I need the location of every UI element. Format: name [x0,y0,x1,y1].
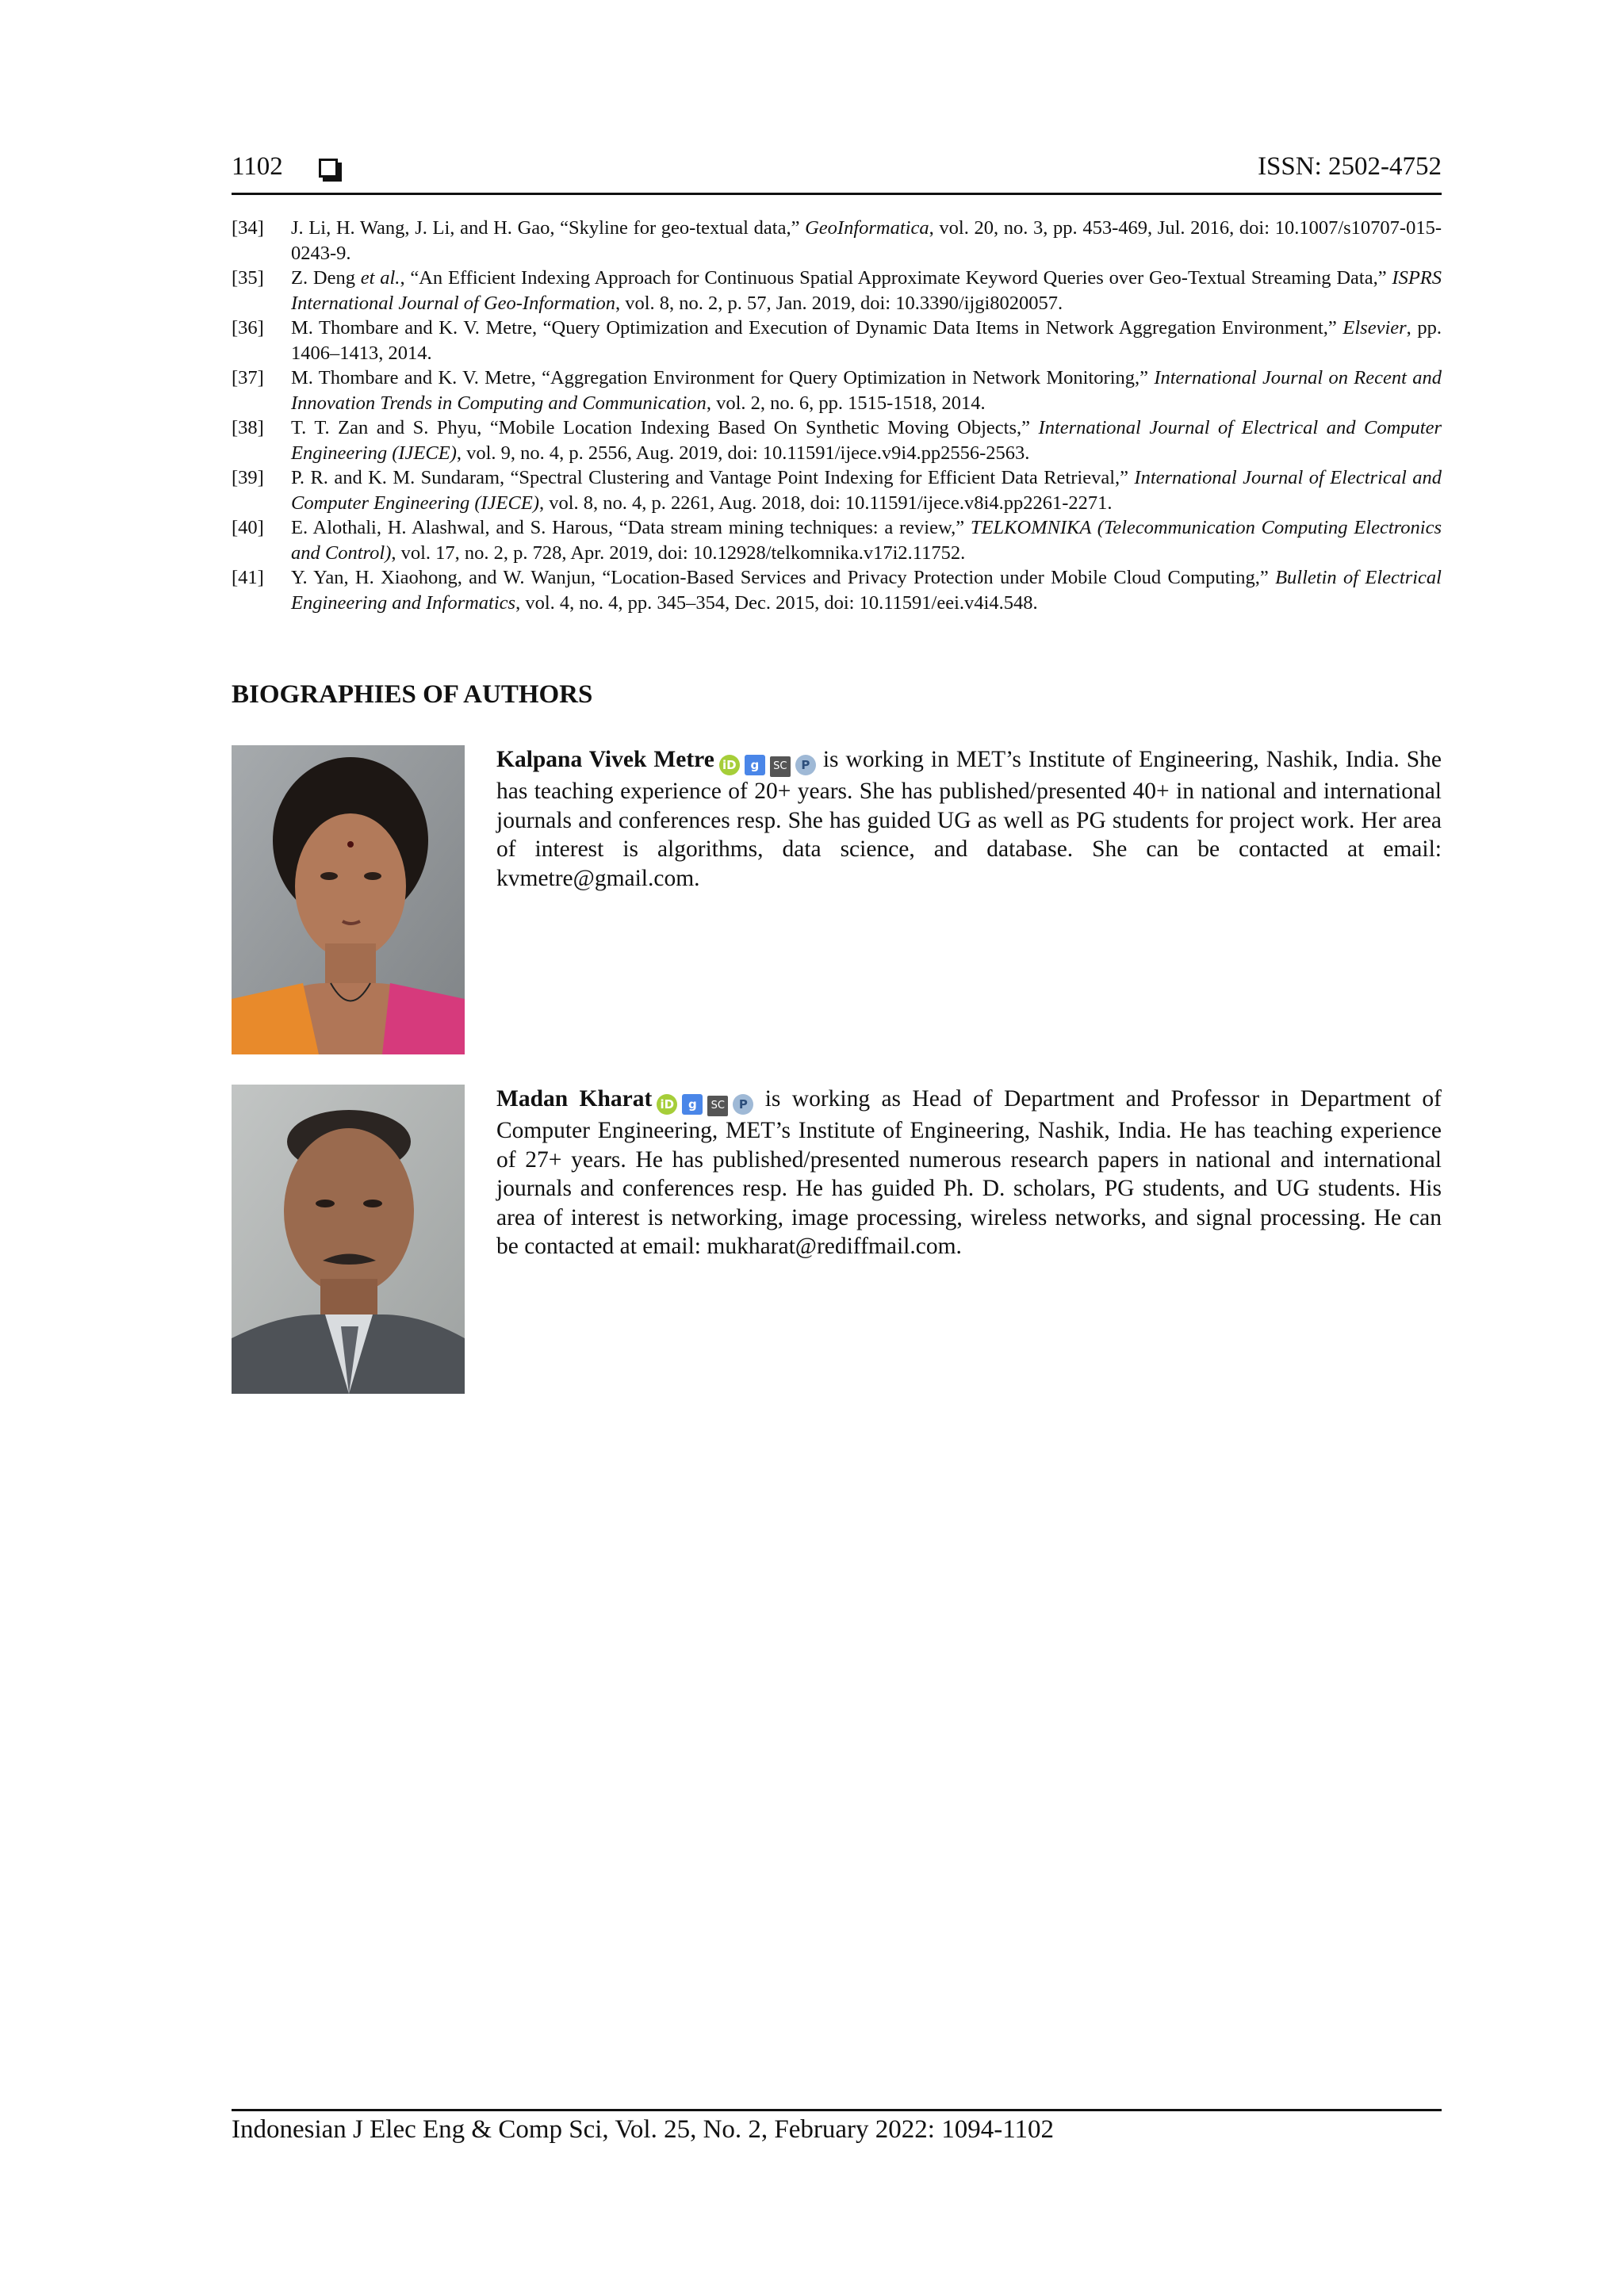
footer-citation: Indonesian J Elec Eng & Comp Sci, Vol. 25, No. 2, February 2022: 1094-1102 [232,2115,1054,2144]
google-scholar-icon[interactable]: g [745,755,765,775]
reference-text: P. R. and K. M. Sundaram, “Spectral Clustering and Vantage Point Indexing for Efficient Data Retrieval,” International Journal of Electrical and Computer Engineering (IJECE), vol. 8, no. 4, p. 2261, Aug. 2018, doi: 10.11591/ijece.v8i4.pp2261-2271. [291,467,1442,514]
author-name: Kalpana Vivek Metre [496,747,714,772]
reference-text: J. Li, H. Wang, J. Li, and H. Gao, “Skyline for geo-textual data,” GeoInformatica, vol. 20, no. 3, pp. 453-469, Jul. 2016, doi: 10.1007/s10707-015-0243-9. [291,217,1442,264]
reference-item [232,216,1442,266]
reference-item [232,365,1442,415]
reference-item [232,316,1442,365]
reference-item [232,465,1442,515]
google-scholar-icon[interactable]: g [682,1094,703,1115]
publons-icon[interactable]: P [733,1094,753,1115]
reference-text: E. Alothali, H. Alashwal, and S. Harous, “Data stream mining techniques: a review,” TELKOMNIKA (Telecommunication Computing Electronics and Control), vol. 17, no. 2, p. 728, Apr. 2019, doi: 10.12928/telkomnika.v17i2.11752. [291,517,1442,564]
reference-number: [34] [232,217,264,239]
orcid-icon[interactable]: iD [719,755,740,775]
publons-icon[interactable]: P [795,755,816,775]
scopus-icon[interactable]: SC [707,1096,728,1116]
biographies-heading: BIOGRAPHIES OF AUTHORS [232,680,593,709]
reference-item [232,565,1442,615]
reference-number: [39] [232,467,264,488]
author-photo [232,1085,465,1394]
reference-text: M. Thombare and K. V. Metre, “Query Optimization and Execution of Dynamic Data Items in Network Aggregation Environment,” Elsevier, pp. 1406–1413, 2014. [291,317,1442,364]
scopus-icon[interactable]: SC [770,756,791,777]
reference-number: [40] [232,517,264,538]
reference-number: [41] [232,567,264,588]
reference-text: M. Thombare and K. V. Metre, “Aggregation Environment for Query Optimization in Network Monitoring,” International Journal on Recent and Innovation Trends in Computing and Communication, vol. 2, no. 6, pp. 1515-1518, 2014. [291,367,1442,414]
reference-number: [38] [232,417,264,438]
orcid-icon[interactable]: iD [657,1094,677,1115]
page-number: 1102 [232,152,283,181]
reference-item [232,515,1442,565]
reference-text: Y. Yan, H. Xiaohong, and W. Wanjun, “Location-Based Services and Privacy Protection under Mobile Cloud Computing,” Bulletin of Electrical Engineering and Informatics, vol. 4, no. 4, pp. 345–354, Dec. 2015, doi: 10.11591/eei.v4i4.548. [291,567,1442,614]
footer-rule [232,2109,1442,2111]
issn: ISSN: 2502-4752 [1258,152,1442,181]
author-name: Madan Kharat [496,1086,653,1112]
reference-list [232,216,1442,615]
shadowed-square-icon [319,159,338,178]
author-photo [232,745,465,1054]
reference-number: [36] [232,317,264,339]
reference-number: [37] [232,367,264,388]
author-description: is working as Head of Department and Professor in Department of Computer Engineering, MET’s Institute of Engineering, Nashik, India. He has teaching experience of 27+ years. He has published/presented numerous research papers in national and international journals and conferences resp. He has guided Ph. D. scholars, PG students, and UG students. His area of interest is networking, image processing, wireless networks, and signal processing. He can be contacted at email: mukharat@rediffmail.com. [496,1086,1442,1259]
author-bio-text [496,745,1442,893]
reference-text: Z. Deng et al., “An Efficient Indexing Approach for Continuous Spatial Approximate Keyword Queries over Geo-Textual Streaming Data,” ISPRS International Journal of Geo-Information, vol. 8, no. 2, p. 57, Jan. 2019, doi: 10.3390/ijgi8020057. [291,267,1442,314]
reference-item [232,266,1442,316]
header-rule [232,193,1442,195]
author-bio-text [496,1085,1442,1261]
reference-text: T. T. Zan and S. Phyu, “Mobile Location Indexing Based On Synthetic Moving Objects,” International Journal of Electrical and Computer Engineering (IJECE), vol. 9, no. 4, p. 2556, Aug. 2019, doi: 10.11591/ijece.v9i4.pp2556-2563. [291,417,1442,464]
author-description: is working in MET’s Institute of Engineering, Nashik, India. She has teaching experience of 20+ years. She has published/presented 40+ in national and international journals and conferences resp. She has guided UG as well as PG students for project work. Her area of interest is algorithms, data science, and database. She can be contacted at email: kvmetre@gmail.com. [496,747,1442,891]
reference-item [232,415,1442,465]
reference-number: [35] [232,267,264,289]
page-header [232,152,1442,190]
